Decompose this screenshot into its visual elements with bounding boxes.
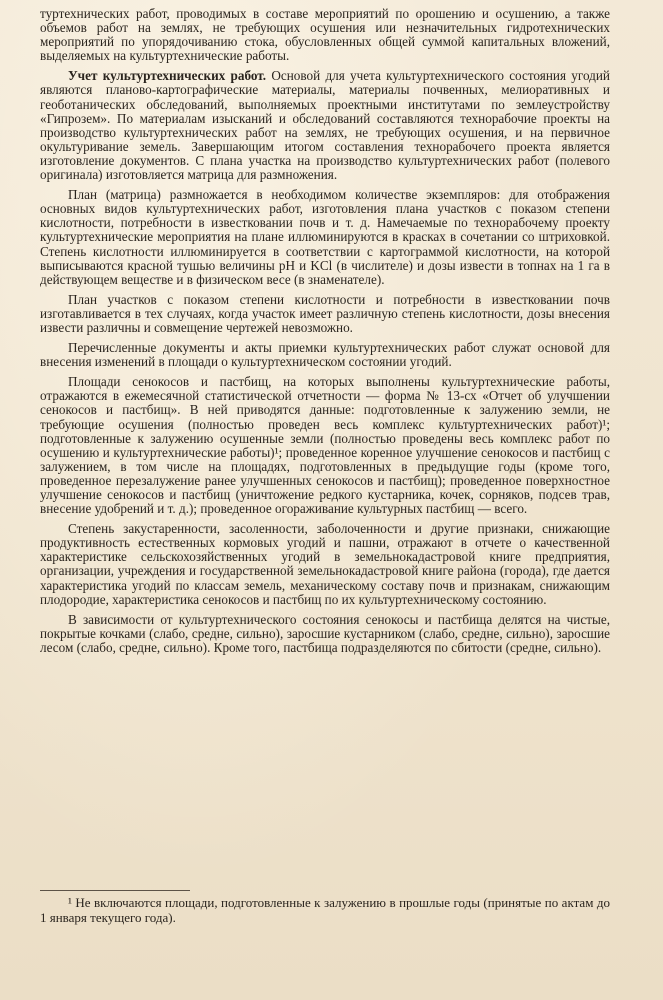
paragraph-text: Площади сенокосов и пастбищ, на которых выполнены культуртехнические работы, отражаются в ежемесячной статистической отчетности — форма № 13-сх «Отчет об улучшении сенокосов и пастбищ». В ней приводятся данные: подготовленные к залужению земли, не требующие осушения (полностью проведен весь комплекс культуртехнических работ)¹; подготовленные к залужению осушенные земли (полностью проведены весь комплекс работ по осушению и культуртехнические работы)¹; проведенное коренное улучшение сенокосов и пастбищ с залужением, в том числе на площадях, подготовленных в предыдущие годы (кроме того, проведенное перезалужение ранее улучшенных сенокосов и пастбищ); проведенное поверхностное улучшение сенокосов и пастбищ (уничтожение редкого кустарника, кочек, сорняков, подсев трав, внесение удобрений и т. д.); проведенное огораживание культурных пастбищ — всего. [40, 374, 610, 517]
footnote: ¹ Не включаются площади, подготовленные к залужению в прошлые годы (принятые по актам до 1 января текущего года). [40, 895, 610, 925]
paragraph-text: Основой для учета культуртехнического состояния угодий являются планово-картографические материалы, материалы почвенных, мелиоративных и геоботанических обследований, выполняемых проектными институтами по землеустройству «Гипрозем». По материалам изысканий и обследований составляются технорабочие проекты на производство культуртехнических работ на землях, не требующих осушения, и на первичное окультуривание земель. Завершающим итогом составления технорабочего проекта является изготовление документов. С плана участка на производство культуртехнических работ (полевого оригинала) изготовляется матрица для размножения. [40, 68, 610, 183]
paragraph-heading: Учет культуртехнических работ. [68, 68, 267, 84]
paragraph-text: Перечисленные документы и акты приемки культуртехнических работ служат основой для внесения изменений в площади о культуртехническом состоянии угодий. [40, 340, 610, 370]
paragraph-text: План (матрица) размножается в необходимом количестве экземпляров: для отображения основных видов культуртехнических работ, изготовления плана участков с показом степени кислотности, потребности в известковании почв и т. д. Намечаемые по технорабочему проекту культуртехнические мероприятия на плане иллюминируются в красках в сочетании со штриховкой. Степень кислотности иллюминируется в соответствии с картограммой кислотности, на которой выписываются красной тушью величины pH и KCl (в числителе) и дозы извести в топнах на 1 га в действующем веществе и в физическом весе (в знаменателе). [40, 187, 610, 287]
footnote-divider [40, 890, 190, 891]
paragraph [40, 188, 610, 287]
paragraph [40, 522, 610, 607]
paragraph [40, 293, 610, 335]
paragraph [40, 341, 610, 369]
paragraph-text: Степень закустаренности, засоленности, заболоченности и другие признаки, снижающие продуктивность естественных кормовых угодий и пашни, отражают в отчете о качественной характеристике сельскохозяйственных угодий в земельнокадастровой книге предприятия, организации, учреждения и государственной земельнокадастровой книге района (города), где дается характеристика угодий по классам земель, механическому составу почв и признакам, снижающим плодородие, характеристика сенокосов и пастбищ по их культуртехническому состоянию. [40, 521, 610, 607]
paragraph [40, 613, 610, 655]
paragraph [40, 69, 610, 182]
body-text [40, 7, 610, 661]
paragraph [40, 375, 610, 516]
paragraph-text: туртехнических работ, проводимых в составе мероприятий по орошению и осушению, а также объемов работ на землях, не требующих осушения или незначительных гидротехнических мероприятий по упорядочиванию стока, обусловленных общей суммой капитальных вложений, выделяемых на культуртехнические работы. [40, 6, 610, 64]
paragraph [40, 7, 610, 63]
paragraph-text: План участков с показом степени кислотности и потребности в известковании почв изготавливается в тех случаях, когда участок имеет различную степень кислотности, дозы внесения извести различны и совмещение чертежей невозможно. [40, 291, 610, 335]
paragraph-text: В зависимости от культуртехнического состояния сенокосы и пастбища делятся на чистые, покрытые кочками (слабо, средне, сильно), заросшие кустарником (слабо, средне, сильно), заросшие лесом (слабо, средне, сильно). Кроме того, пастбища подразделяются по сбитости (средне, сильно). [40, 611, 610, 655]
